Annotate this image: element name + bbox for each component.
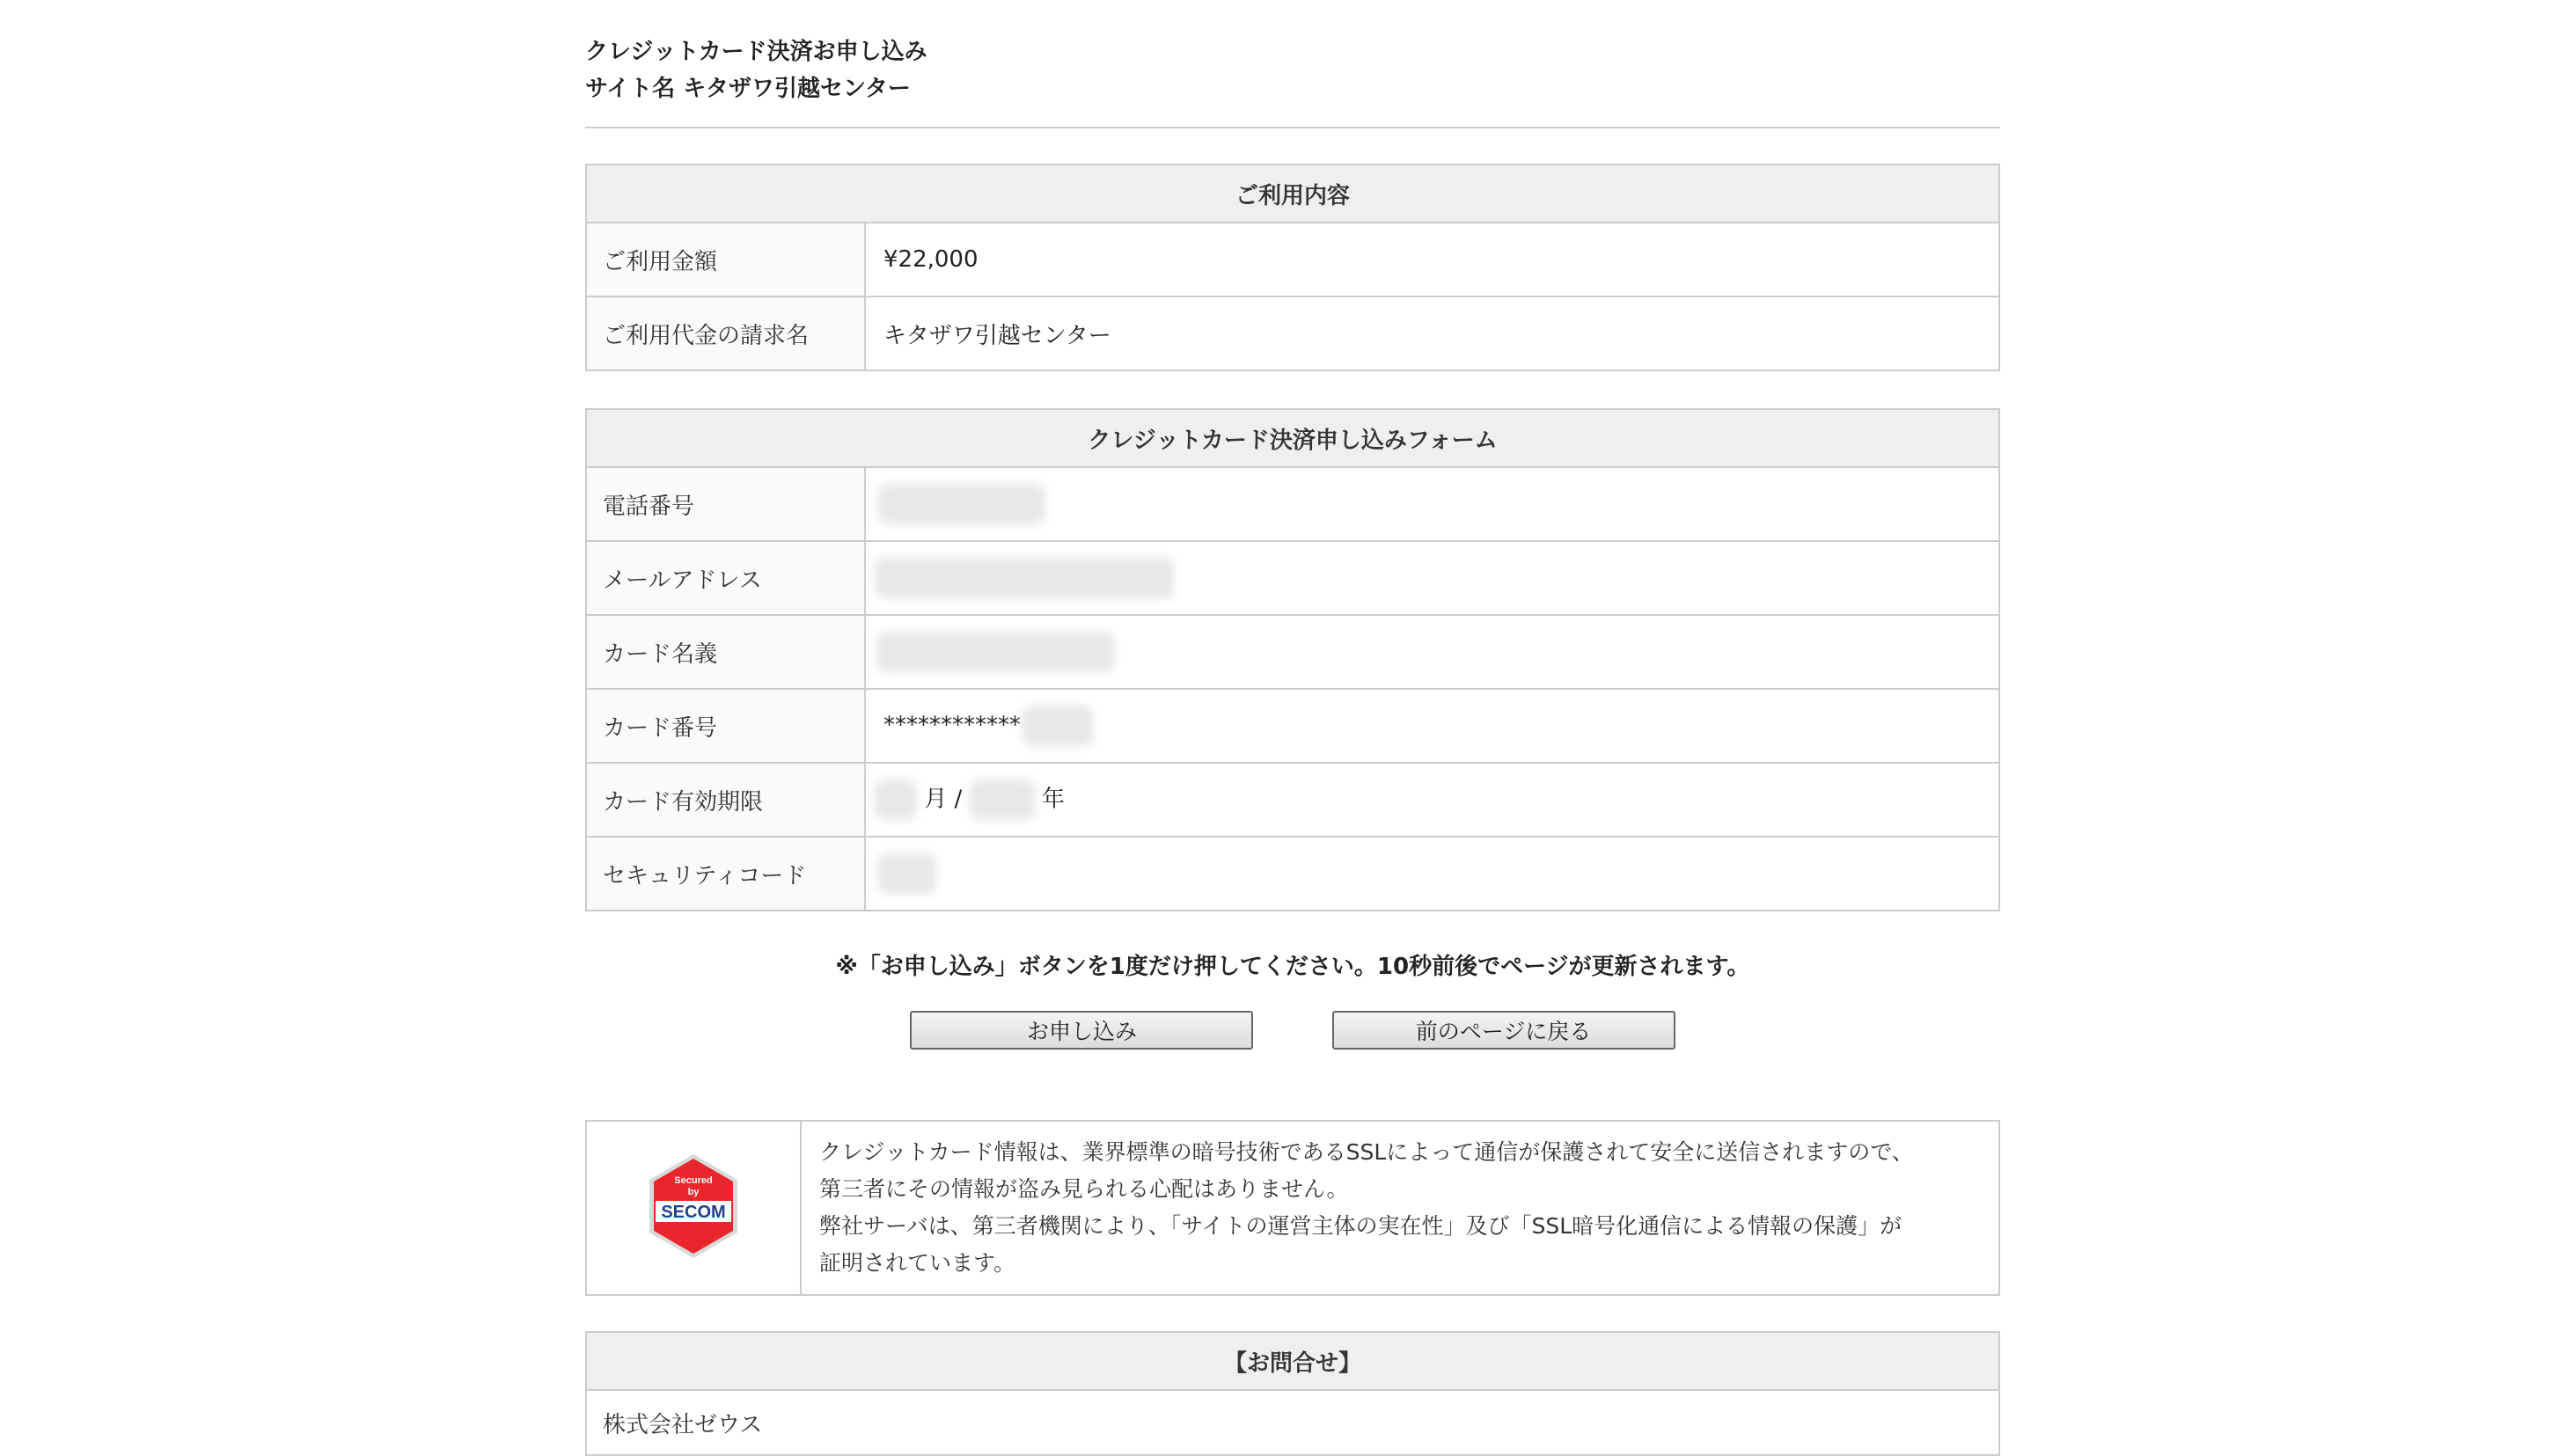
security-code-redacted [878, 853, 936, 894]
expiry-year-redacted [970, 779, 1035, 820]
secom-seal[interactable] [586, 1121, 801, 1295]
usage-heading: ご利用内容 [586, 165, 1999, 223]
table-row [586, 541, 1999, 615]
card-number-redacted [1023, 706, 1093, 746]
secom-shield-icon [645, 1152, 742, 1261]
seal-by-text: by [687, 1187, 700, 1197]
phone-label: 電話番号 [586, 467, 865, 541]
security-line: 第三者にその情報が盗み見られる心配はありません。 [819, 1176, 1349, 1202]
email-redacted [875, 558, 1174, 598]
security-line: 証明されています。 [819, 1250, 1016, 1276]
expiry-label: カード有効期限 [586, 763, 865, 837]
payment-page [585, 0, 2000, 1456]
amount-value: ¥22,000 [865, 223, 1999, 296]
security-code-label: セキュリティコード [586, 837, 865, 911]
page-title: クレジットカード決済お申し込み [585, 39, 927, 65]
submit-button[interactable]: お申し込み [910, 1011, 1253, 1050]
security-line: 弊社サーバは、第三者機関により、「サイトの運営主体の実在性」及び「SSL暗号化通信による情報の保護」が [819, 1213, 1902, 1239]
seal-secured-text: Secured [674, 1175, 713, 1186]
expiry-month-redacted [875, 779, 917, 820]
card-name-redacted [876, 632, 1114, 672]
security-info-table [585, 1120, 2000, 1296]
card-number-label: カード番号 [586, 689, 865, 763]
billing-name-label: ご利用代金の請求名 [586, 296, 865, 370]
security-line: クレジットカード情報は、業界標準の暗号技術であるSSLによって通信が保護されて安全に送信されますので、 [819, 1139, 1914, 1165]
seal-brand-text: SECOM [661, 1203, 726, 1222]
card-name-label: カード名義 [586, 615, 865, 689]
payment-form-table [585, 408, 2000, 911]
form-heading: クレジットカード決済申し込みフォーム [586, 409, 1999, 467]
table-row [586, 467, 1999, 541]
usage-table [585, 164, 2000, 371]
contact-table [585, 1331, 2000, 1456]
site-name: サイト名 キタザワ引越センター [585, 76, 911, 102]
expiry-year-unit: 年 [1041, 786, 1065, 813]
submit-notice: ※「お申し込み」ボタンを1度だけ押してください。10秒前後でページが更新されます。 [835, 954, 1750, 980]
card-number-mask: ************ [883, 712, 1021, 739]
table-row [586, 615, 1999, 689]
contact-heading: 【お問合せ】 [586, 1332, 1999, 1390]
table-row [586, 689, 1999, 763]
back-button[interactable]: 前のページに戻る [1332, 1011, 1675, 1050]
button-row [585, 1011, 2000, 1050]
page-header [585, 0, 2000, 128]
email-label: メールアドレス [586, 541, 865, 615]
security-description [801, 1121, 1999, 1295]
table-row [586, 763, 1999, 837]
table-row [586, 223, 1999, 296]
expiry-month-unit: 月 / [924, 786, 963, 813]
contact-company: 株式会社ゼウス [586, 1390, 1999, 1455]
billing-name-value: キタザワ引越センター [865, 296, 1999, 370]
table-row [586, 296, 1999, 370]
amount-label: ご利用金額 [586, 223, 865, 296]
phone-redacted [878, 484, 1045, 524]
table-row [586, 837, 1999, 911]
